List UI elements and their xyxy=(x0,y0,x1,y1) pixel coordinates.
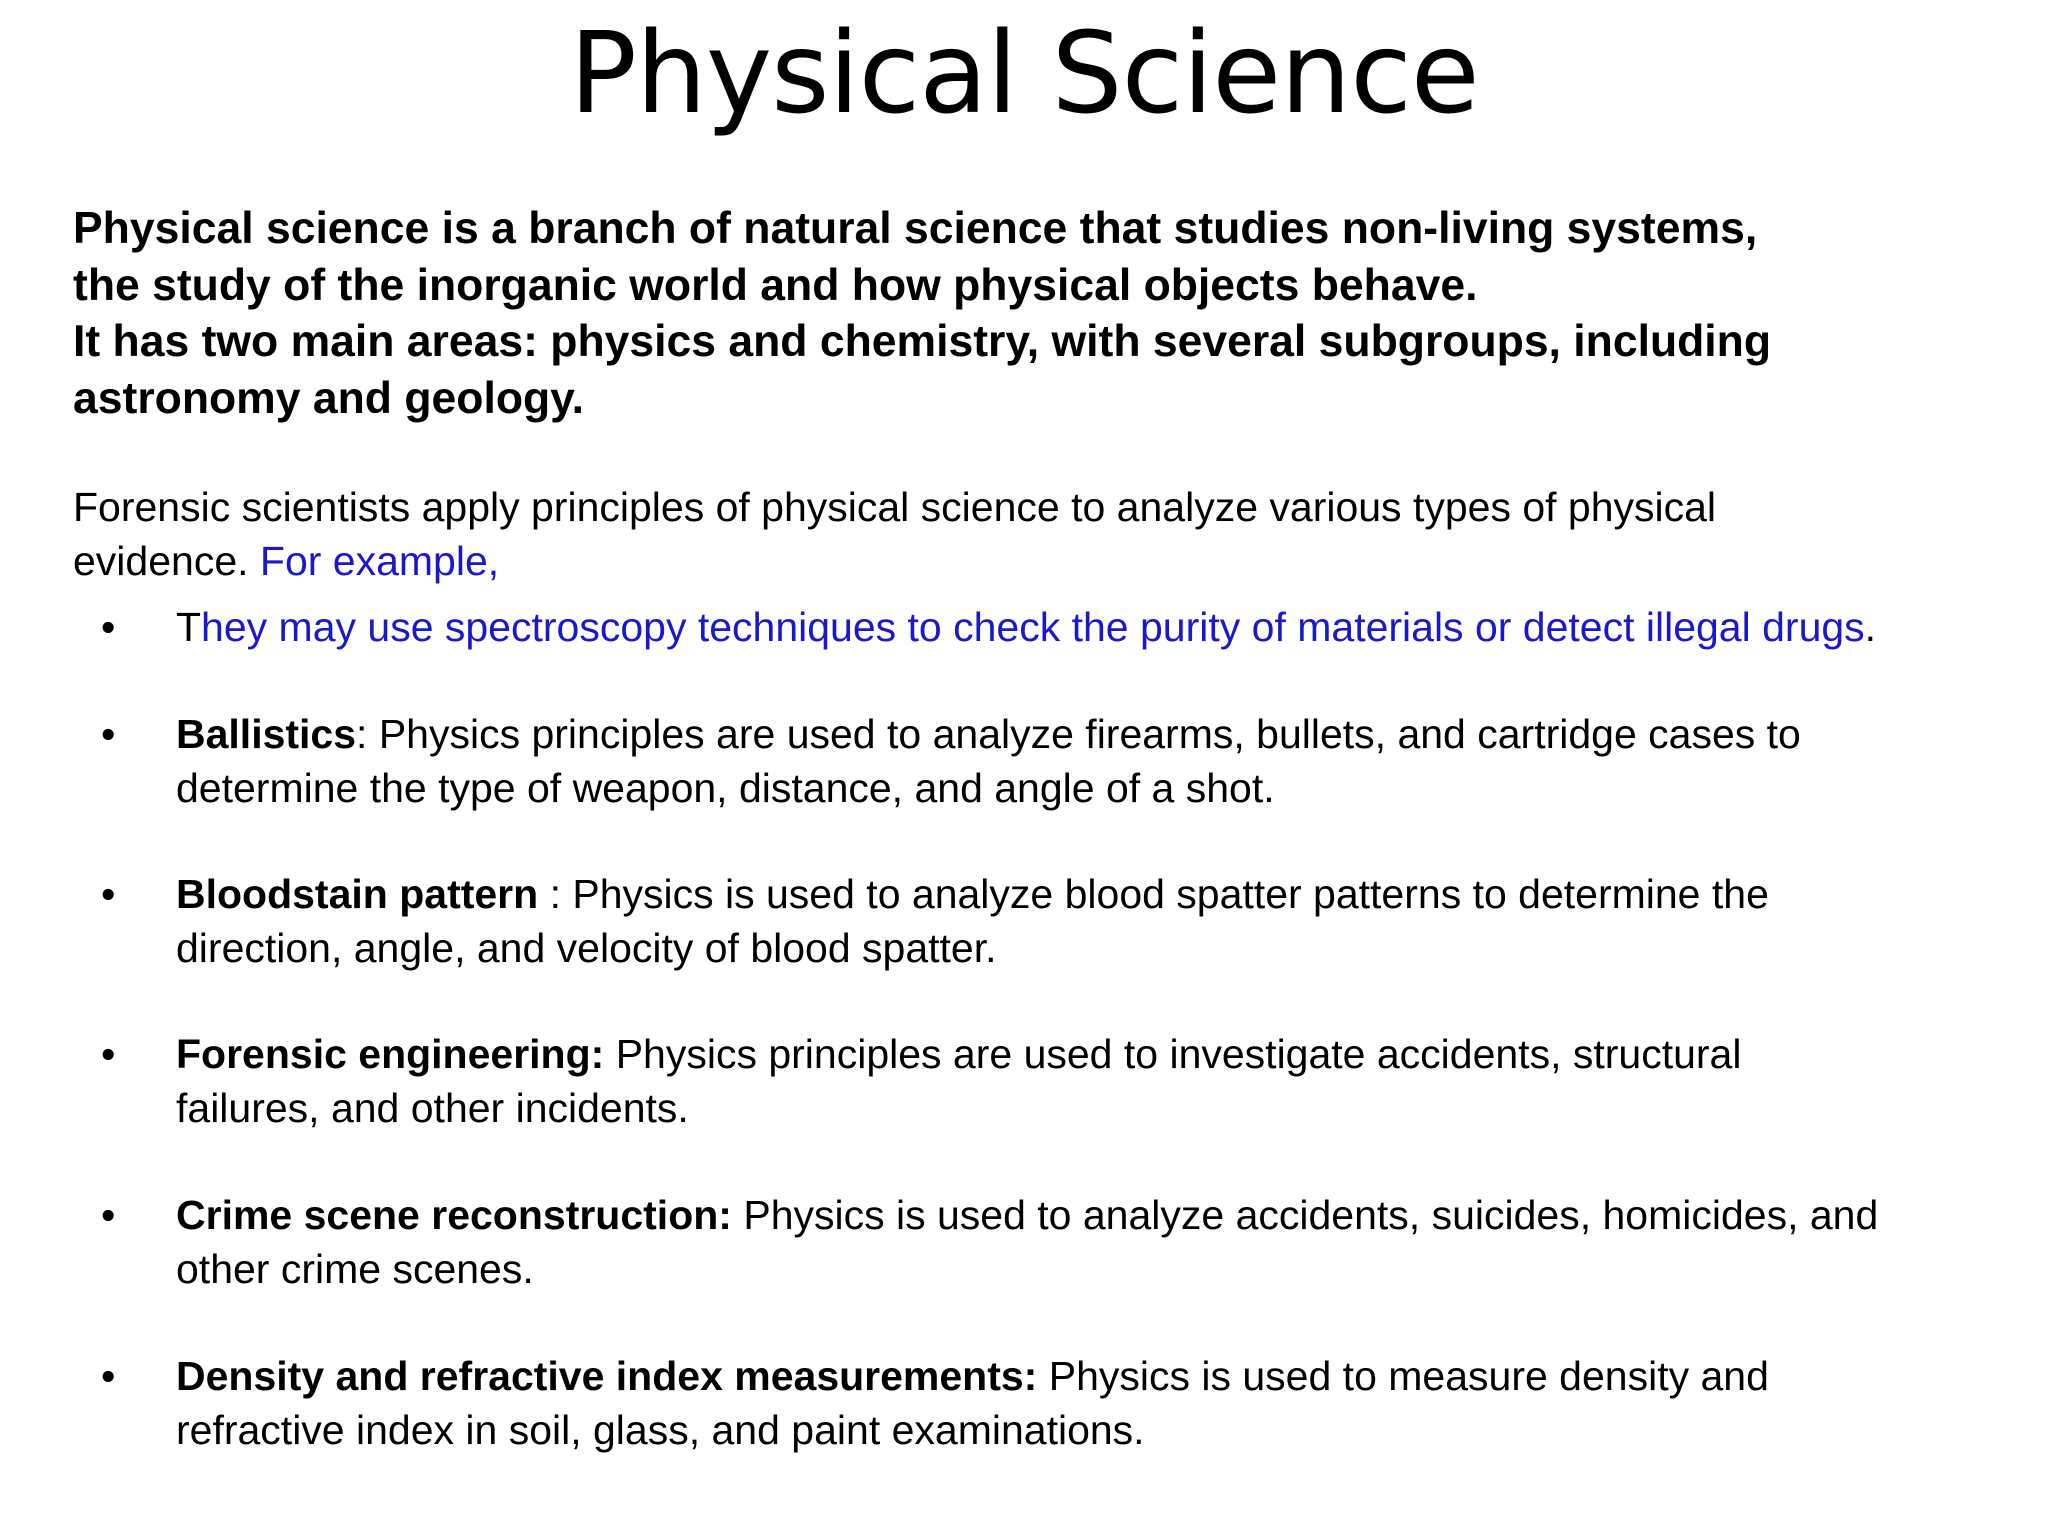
list-item-text xyxy=(176,1188,2036,1296)
description: : Physics principles are used to analyze firearms, bullets, and cartridge cases to xyxy=(356,711,1801,757)
term-label: Ballistics xyxy=(176,711,357,757)
list-item-line: refractive index in soil, glass, and paint examinations. xyxy=(176,1407,1145,1453)
term-label: Forensic engineering: xyxy=(176,1031,605,1077)
list-item-line: other crime scenes. xyxy=(176,1246,534,1292)
list-item-text xyxy=(176,707,2036,815)
description: Physics is used to analyze accidents, suicides, homicides, and xyxy=(731,1192,1879,1238)
intro-line: It has two main areas: physics and chemistry, with several subgroups, including xyxy=(73,317,1772,366)
bullet-icon: • xyxy=(101,871,116,917)
list-item-text xyxy=(176,867,2036,975)
list-item-line xyxy=(176,1349,2036,1403)
list-item-line: failures, and other incidents. xyxy=(176,1085,689,1131)
first-letter: T xyxy=(176,604,202,650)
list-item-line xyxy=(176,1188,2036,1242)
bullet-icon: • xyxy=(101,604,116,650)
list-item-text xyxy=(176,1027,2036,1135)
list-item-line xyxy=(176,707,2036,761)
term-label: Bloodstain pattern xyxy=(176,871,539,917)
bullet-icon: • xyxy=(101,1192,116,1238)
list-item-line: determine the type of weapon, distance, and angle of a shot. xyxy=(176,765,1275,811)
paragraph-line xyxy=(73,534,2013,588)
list-item-line xyxy=(176,867,2036,921)
description: Physics principles are used to investigate accidents, structural xyxy=(604,1031,1742,1077)
list-item-text xyxy=(176,1349,2036,1457)
list-item-text xyxy=(176,600,2036,654)
intro-line: the study of the inorganic world and how physical objects behave. xyxy=(73,260,1478,310)
forensic-paragraph xyxy=(73,480,2013,588)
page-title: Physical Science xyxy=(569,9,1479,139)
example-lead-in: For example, xyxy=(259,538,500,584)
bullet-icon: • xyxy=(101,1031,116,1077)
list-item-line xyxy=(176,1027,2036,1081)
intro-line: astronomy and geology. xyxy=(73,373,584,423)
list-item-line xyxy=(176,600,2036,654)
list-item-line: direction, angle, and velocity of blood spatter. xyxy=(176,925,997,971)
paragraph-text: evidence. xyxy=(73,538,260,584)
intro-paragraph xyxy=(73,201,2013,427)
description: : Physics is used to analyze blood spatter patterns to determine the xyxy=(538,871,1769,917)
term-label: Crime scene reconstruction: xyxy=(176,1192,732,1238)
bullet-icon: • xyxy=(101,1353,116,1399)
description: Physics is used to measure density and xyxy=(1037,1353,1769,1399)
bullet-icon: • xyxy=(101,711,116,757)
term-label: Density and refractive index measurements: xyxy=(176,1353,1038,1399)
paragraph-line: Forensic scientists apply principles of physical science to analyze various types of physical xyxy=(73,484,1717,530)
spectroscopy-text: hey may use spectroscopy techniques to check the purity of materials or detect illegal drugs xyxy=(201,604,1865,650)
intro-line: Physical science is a branch of natural science that studies non-living systems, xyxy=(73,204,1758,253)
period: . xyxy=(1864,604,1877,650)
